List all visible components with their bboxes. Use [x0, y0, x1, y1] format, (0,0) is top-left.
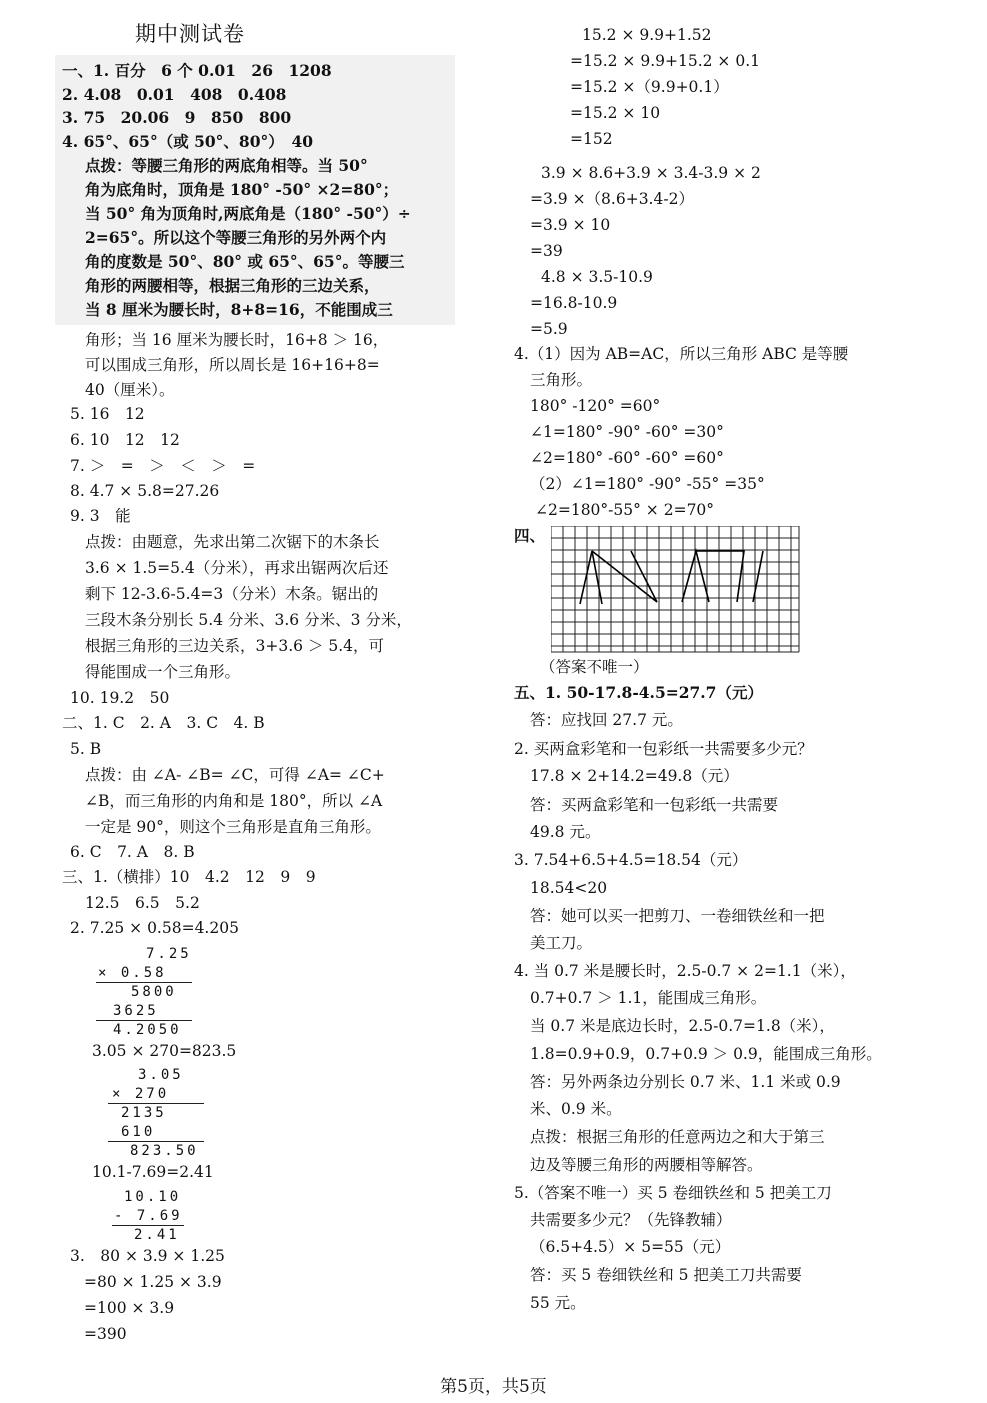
answer-line: 当 8 厘米为腰长时，8+8=16，不能围成三: [85, 300, 393, 319]
answer-line: 5.（答案不唯一）买 5 卷细铁丝和 5 把美工刀: [514, 1184, 832, 1202]
answer-line: 根据三角形的三边关系，3+3.6 ＞ 5.4，可: [85, 637, 385, 655]
answer-line: 答：买两盒彩笔和一包彩纸一共需要: [530, 796, 779, 814]
answer-line: ∠2=180° -60° -60° =60°: [530, 449, 724, 467]
answer-line: 10. 19.2 50: [70, 689, 170, 707]
answer-line: 二、1. C 2. A 3. C 4. B: [62, 714, 265, 732]
page-title: 期中测试卷: [135, 22, 245, 46]
answer-line: 4. 65°、65°（或 50°、80°） 40: [62, 132, 314, 151]
answer-line: 答：另外两条边分别长 0.7 米、1.1 米或 0.9: [530, 1073, 841, 1091]
answer-line: 点拨：根据三角形的任意两边之和大于第三: [530, 1128, 825, 1146]
answer-line: =15.2 ×（9.9+0.1）: [570, 78, 729, 96]
answer-line: 17.8 × 2+14.2=49.8（元）: [530, 767, 739, 785]
answer-line: 点拨：由 ∠A- ∠B= ∠C，可得 ∠A= ∠C+: [85, 766, 385, 784]
calc-line: 2135: [121, 1105, 167, 1121]
answer-line: 0.7+0.7 ＞ 1.1，能围成三角形。: [530, 989, 767, 1007]
answer-line: 10.1-7.69=2.41: [92, 1163, 214, 1181]
answer-line: 3. 75 20.06 9 850 800: [62, 108, 292, 127]
answer-line: 3.9 × 8.6+3.9 × 3.4-3.9 × 2: [541, 164, 761, 182]
answer-line: =39: [530, 242, 563, 260]
answer-line: （6.5+4.5）× 5=55（元）: [530, 1238, 731, 1256]
answer-line: 可以围成三角形，所以周长是 16+16+8=: [85, 356, 380, 374]
answer-line: 答：应找回 27.7 元。: [530, 711, 683, 729]
answer-line: 角形的两腰相等，根据三角形的三边关系，: [85, 276, 380, 295]
answer-line: 2. 4.08 0.01 408 0.408: [62, 85, 287, 104]
answer-line: 当 50° 角为顶角时,两底角是（180° -50°）÷: [85, 204, 411, 223]
answer-line: =100 × 3.9: [84, 1299, 175, 1317]
answer-line: 剩下 12-3.6-5.4=3（分米）木条。锯出的: [85, 585, 379, 603]
answer-line: 美工刀。: [530, 934, 593, 952]
answer-line: 边及等腰三角形的两腰相等解答。: [530, 1156, 763, 1174]
grid-note: （答案不唯一）: [540, 658, 649, 676]
answer-line: 一定是 90°，则这个三角形是直角三角形。: [85, 818, 381, 836]
answer-line: 答：买 5 卷细铁丝和 5 把美工刀共需要: [530, 1266, 802, 1284]
answer-line: 3.05 × 270=823.5: [92, 1042, 237, 1060]
calc-line: × 0.58: [98, 965, 167, 981]
answer-line: 7. ＞ = ＞ ＜ ＞ =: [70, 457, 256, 475]
answer-line: =3.9 × 10: [530, 216, 611, 234]
answer-line: 180° -120° =60°: [530, 397, 661, 415]
calc-line: 10.10: [124, 1189, 182, 1205]
calc-line: × 270: [112, 1086, 170, 1102]
answer-line: ∠1=180° -90° -60° =30°: [530, 423, 724, 441]
answer-line: 角的度数是 50°、80° 或 65°、65°。等腰三: [85, 252, 405, 271]
answer-line: 角为底角时，顶角是 180° -50° ×2=80°；: [85, 180, 399, 199]
answer-line: 6. 10 12 12: [70, 431, 180, 449]
answer-line: 3.6 × 1.5=5.4（分米），再求出锯两次后还: [85, 559, 389, 577]
answer-line: 3. 7.54+6.5+4.5=18.54（元）: [514, 851, 748, 869]
answer-line: （2）∠1=180° -90° -55° =35°: [530, 475, 765, 493]
answer-line: 55 元。: [530, 1294, 586, 1312]
answer-line: 共需要多少元？（先锋教辅）: [530, 1211, 732, 1229]
answer-line: =3.9 ×（8.6+3.4-2）: [530, 190, 694, 208]
calc-line: 7.25: [146, 946, 192, 962]
answer-line: =16.8-10.9: [530, 294, 618, 312]
answer-line: 2=65°。所以这个等腰三角形的另外两个内: [85, 228, 387, 247]
answer-line: 12.5 6.5 5.2: [85, 894, 200, 912]
answer-line: 角形；当 16 厘米为腰长时，16+8 ＞ 16，: [85, 331, 389, 349]
calc-line: - 7.69: [114, 1208, 183, 1224]
calc-line: 5800: [131, 984, 177, 1000]
answer-line: 2. 7.25 × 0.58=4.205: [70, 919, 239, 937]
answer-line: 一、1. 百分 6 个 0.01 26 1208: [62, 61, 332, 80]
answer-line: 米、0.9 米。: [530, 1100, 622, 1118]
answer-line: 三段木条分别长 5.4 分米、3.6 分米、3 分米，: [85, 611, 412, 629]
answer-line: 6. C 7. A 8. B: [70, 843, 195, 861]
answer-line: 三、1.（横排）10 4.2 12 9 9: [62, 868, 316, 886]
answer-line: ∠2=180°-55° × 2=70°: [535, 501, 715, 519]
answer-line: =15.2 × 10: [570, 104, 661, 122]
answer-line: =80 × 1.25 × 3.9: [84, 1273, 222, 1291]
answer-line: 3. 80 × 3.9 × 1.25: [70, 1247, 225, 1265]
page-footer: 第5页，共5页: [440, 1377, 547, 1397]
answer-line: ∠B，而三角形的内角和是 180°，所以 ∠A: [85, 792, 383, 810]
answer-line: 4.（1）因为 AB=AC，所以三角形 ABC 是等腰: [514, 345, 849, 363]
calc-line: 4.2050: [113, 1022, 182, 1038]
answer-line: 得能围成一个三角形。: [85, 663, 241, 681]
calc-line: 3625: [113, 1003, 159, 1019]
answer-line: 5. B: [70, 740, 102, 758]
answer-line: 9. 3 能: [70, 507, 131, 525]
answer-line: 2. 买两盒彩笔和一包彩纸一共需要多少元？: [514, 740, 813, 758]
answer-line: 1.8=0.9+0.9，0.7+0.9 ＞ 0.9，能围成三角形。: [530, 1045, 882, 1063]
answer-line: 18.54<20: [530, 879, 608, 897]
answer-line: =15.2 × 9.9+15.2 × 0.1: [570, 52, 760, 70]
answer-line: 4. 当 0.7 米是腰长时，2.5-0.7 × 2=1.1（米），: [514, 962, 856, 980]
answer-line: 5. 16 12: [70, 405, 145, 423]
answer-line: 点拨：等腰三角形的两底角相等。当 50°: [85, 156, 368, 175]
answer-line: 答：她可以买一把剪刀、一卷细铁丝和一把: [530, 907, 825, 925]
answer-line: 点拨：由题意，先求出第二次锯下的木条长: [85, 533, 380, 551]
grid-drawing: [551, 526, 801, 654]
answer-line: =5.9: [530, 320, 568, 338]
answer-line: 15.2 × 9.9+1.52: [582, 26, 712, 44]
answer-line: =152: [570, 130, 613, 148]
calc-line: 823.50: [130, 1143, 199, 1159]
answer-line: 40（厘米）。: [85, 381, 175, 399]
calc-line: 610: [121, 1124, 156, 1140]
answer-line: 49.8 元。: [530, 823, 601, 841]
answer-line: 三角形。: [530, 371, 593, 389]
calc-line: 3.05: [138, 1067, 184, 1083]
answer-line: 当 0.7 米是底边长时，2.5-0.7=1.8（米），: [530, 1017, 835, 1035]
answer-line: 4.8 × 3.5-10.9: [541, 268, 653, 286]
section-label: 四、: [514, 526, 546, 545]
calc-line: 2.41: [134, 1227, 180, 1243]
answer-line: =390: [84, 1325, 127, 1343]
answer-line: 8. 4.7 × 5.8=27.26: [70, 482, 220, 500]
answer-line: 五、1. 50-17.8-4.5=27.7（元）: [514, 683, 763, 702]
